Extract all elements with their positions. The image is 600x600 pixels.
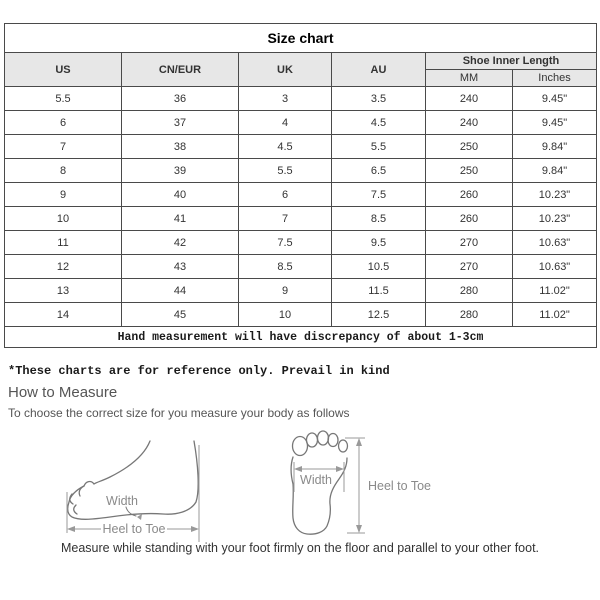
size-cell: 10 (239, 303, 332, 327)
table-row (5, 87, 597, 111)
size-cell: 6 (5, 111, 122, 135)
size-cell: 42 (122, 231, 239, 255)
reference-note: *These charts are for reference only. Prevail in kind (8, 364, 390, 378)
size-cell: 43 (122, 255, 239, 279)
size-cell: 250 (426, 159, 513, 183)
size-cell: 7 (5, 135, 122, 159)
side-width-label: Width (106, 494, 138, 508)
measure-instruction-note: Measure while standing with your foot firmly on the floor and parallel to your other foot. (60, 541, 540, 555)
size-cell: 9.5 (332, 231, 426, 255)
col-header-inches: Inches (513, 70, 597, 87)
size-cell: 9.45" (513, 111, 597, 135)
size-cell: 10.5 (332, 255, 426, 279)
size-cell: 3 (239, 87, 332, 111)
col-header-cneur: CN/EUR (122, 53, 239, 87)
size-cell: 3.5 (332, 87, 426, 111)
size-cell: 40 (122, 183, 239, 207)
size-cell: 7.5 (239, 231, 332, 255)
table-row (5, 135, 597, 159)
size-cell: 8 (5, 159, 122, 183)
col-header-au: AU (332, 53, 426, 87)
table-row (5, 231, 597, 255)
size-cell: 11.5 (332, 279, 426, 303)
size-cell: 37 (122, 111, 239, 135)
size-cell: 270 (426, 255, 513, 279)
size-cell: 6.5 (332, 159, 426, 183)
size-cell: 240 (426, 111, 513, 135)
measure-diagram (0, 424, 600, 544)
col-header-us: US (5, 53, 122, 87)
table-footnote: Hand measurement will have discrepancy of about 1-3cm (5, 327, 597, 348)
size-cell: 5.5 (5, 87, 122, 111)
size-cell: 14 (5, 303, 122, 327)
size-cell: 4 (239, 111, 332, 135)
top-heel-to-toe-label: Heel to Toe (368, 479, 432, 493)
size-cell: 12.5 (332, 303, 426, 327)
size-cell: 260 (426, 183, 513, 207)
size-cell: 8.5 (239, 255, 332, 279)
table-row (5, 207, 597, 231)
size-cell: 36 (122, 87, 239, 111)
size-cell: 9 (5, 183, 122, 207)
size-cell: 13 (5, 279, 122, 303)
size-cell: 10 (5, 207, 122, 231)
table-title: Size chart (5, 24, 597, 53)
size-cell: 240 (426, 87, 513, 111)
size-cell: 7 (239, 207, 332, 231)
size-cell: 41 (122, 207, 239, 231)
size-cell: 280 (426, 303, 513, 327)
size-cell: 4.5 (239, 135, 332, 159)
size-cell: 10.63" (513, 231, 597, 255)
size-cell: 5.5 (332, 135, 426, 159)
table-row (5, 159, 597, 183)
size-cell: 11 (5, 231, 122, 255)
side-heel-to-toe-label: Heel to Toe (102, 522, 166, 536)
col-header-inner-length: Shoe Inner Length (426, 53, 597, 70)
size-cell: 7.5 (332, 183, 426, 207)
table-title-row (5, 24, 597, 53)
size-cell: 250 (426, 135, 513, 159)
size-cell: 9.45" (513, 87, 597, 111)
size-cell: 11.02" (513, 303, 597, 327)
size-cell: 39 (122, 159, 239, 183)
size-cell: 5.5 (239, 159, 332, 183)
size-cell: 45 (122, 303, 239, 327)
table-row (5, 183, 597, 207)
top-width-label: Width (300, 473, 332, 487)
size-cell: 4.5 (332, 111, 426, 135)
table-footnote-row (5, 327, 597, 348)
size-cell: 10.23" (513, 183, 597, 207)
col-header-mm: MM (426, 70, 513, 87)
size-cell: 270 (426, 231, 513, 255)
table-row (5, 111, 597, 135)
size-cell: 11.02" (513, 279, 597, 303)
how-to-measure-title: How to Measure (8, 384, 118, 401)
size-chart-table (4, 23, 597, 348)
table-header-row (5, 53, 597, 70)
size-cell: 12 (5, 255, 122, 279)
size-cell: 260 (426, 207, 513, 231)
table-row (5, 279, 597, 303)
how-to-measure-subtitle: To choose the correct size for you measure your body as follows (8, 406, 350, 420)
size-cell: 9 (239, 279, 332, 303)
size-cell: 280 (426, 279, 513, 303)
size-cell: 10.23" (513, 207, 597, 231)
size-cell: 10.63" (513, 255, 597, 279)
table-row (5, 255, 597, 279)
size-cell: 38 (122, 135, 239, 159)
size-cell: 6 (239, 183, 332, 207)
size-cell: 8.5 (332, 207, 426, 231)
table-row (5, 303, 597, 327)
size-cell: 9.84" (513, 135, 597, 159)
size-cell: 9.84" (513, 159, 597, 183)
size-cell: 44 (122, 279, 239, 303)
col-header-uk: UK (239, 53, 332, 87)
